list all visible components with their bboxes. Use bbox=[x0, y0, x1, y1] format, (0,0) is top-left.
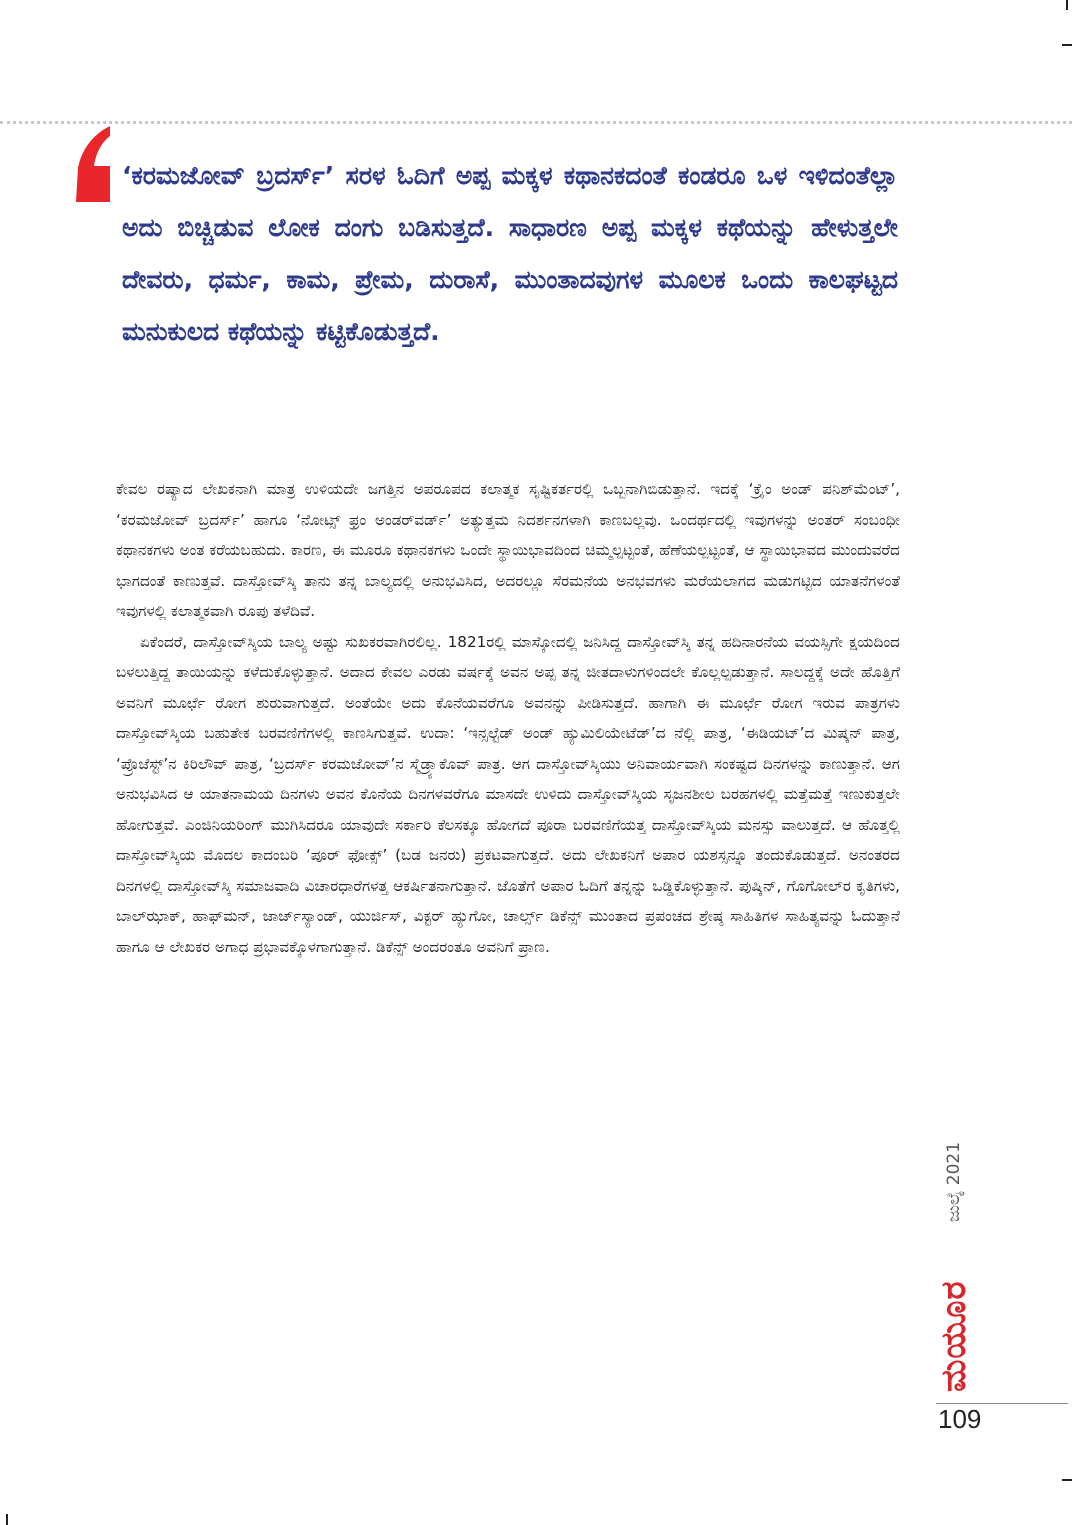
crop-mark-right-lower bbox=[1062, 1479, 1072, 1481]
issue-date: ಜುಲೈ 2021 bbox=[944, 1141, 964, 1222]
section-divider bbox=[0, 121, 1072, 124]
crop-mark-right-upper bbox=[1062, 44, 1072, 46]
crop-mark-top-right bbox=[1066, 0, 1068, 10]
crop-mark-bottom-left bbox=[6, 1514, 8, 1525]
page-number: 109 bbox=[938, 1404, 982, 1434]
magazine-logo: ಮಯೂರ bbox=[934, 1280, 974, 1392]
body-paragraph-1: ಕೇವಲ ರಷ್ಯಾದ ಲೇಖಕನಾಗಿ ಮಾತ್ರ ಉಳಿಯದೇ ಜಗತ್ತಿನ ಅಪರೂಪದ ಕಲಾತ್ಮಕ ಸೃಷ್ಟಿಕರ್ತರಲ್ಲಿ ಒಬ್ಬನಾಗಿಬಿಡುತ್ತಾನೆ. ಇದಕ್ಕೆ ‘ಕ್ರೈಂ ಅಂಡ್ ಪನಿಶ್‌ಮೆಂಟ್’, ‘ಕರಮಜೋವ್ ಬ್ರದರ್ಸ್’ ಹಾಗೂ ‘ನೋಟ್ಸ್ ಫ್ರಂ ಅಂಡರ್‌ವರ್ಡ್’ ಅತ್ಯುತ್ತಮ ನಿದರ್ಶನಗಳಾಗಿ ಕಾಣಬಲ್ಲವು. ಒಂದರ್ಥದಲ್ಲಿ ಇವುಗಳನ್ನು ಅಂತರ್ ಸಂಬಂಧೀ ಕಥಾನಕಗಳು ಅಂತ ಕರೆಯಬಹುದು. ಕಾರಣ, ಈ ಮೂರೂ ಕಥಾನಕಗಳು ಒಂದೇ ಸ್ಥಾಯಿಭಾವದಿಂದ ಚಿಮ್ಮಲ್ಪಟ್ಟಂತೆ, ಹೆಣೆಯಲ್ಪಟ್ಟಂತೆ, ಆ ಸ್ಥಾಯಿಭಾವದ ಮುಂದುವರೆದ ಭಾಗದಂತೆ ಕಾಣುತ್ತವೆ. ದಾಸ್ತೋವ್‌ಸ್ಕಿ ತಾನು ತನ್ನ ಬಾಲ್ಯದಲ್ಲಿ ಅನುಭವಿಸಿದ, ಅದರಲ್ಲೂ ಸೆರಮನೆಯ ಅನಭವಗಳು ಮರೆಯಲಾಗದ ಮಡುಗಟ್ಟಿದ ಯಾತನೆಗಳಂತೆ ಇವುಗಳಲ್ಲಿ ಕಲಾತ್ಮಕವಾಗಿ ರೂಪು ತಳೆದಿವೆ. bbox=[116, 480, 900, 620]
pull-quote: ‘ಕರಮಜೋವ್ ಬ್ರದರ್ಸ್’ ಸರಳ ಓದಿಗೆ ಅಪ್ಪ ಮಕ್ಕಳ ಕಥಾನಕದಂತೆ ಕಂಡರೂ ಒಳ ಇಳಿದಂತೆಲ್ಲಾ ಅದು ಬಿಚ್ಚಿಡುವ ಲೋಕ ದಂಗು ಬಡಿಸುತ್ತದೆ. ಸಾಧಾರಣ ಅಪ್ಪ ಮಕ್ಕಳ ಕಥೆಯನ್ನು ಹೇಳುತ್ತಲೇ ದೇವರು, ಧರ್ಮ, ಕಾಮ, ಪ್ರೇಮ, ದುರಾಸೆ, ಮುಂತಾದವುಗಳ ಮೂಲಕ ಒಂದು ಕಾಲಘಟ್ಟದ ಮನುಕುಲದ ಕಥೆಯನ್ನು ಕಟ್ಟಿಕೊಡುತ್ತದೆ. bbox=[122, 161, 898, 346]
article-body bbox=[116, 474, 900, 962]
body-paragraph-2: ಏಕೆಂದರೆ, ದಾಸ್ತೋವ್‌ಸ್ಕಿಯ ಬಾಲ್ಯ ಅಷ್ಟು ಸುಖಕರವಾಗಿರಲಿಲ್ಲ. 1821ರಲ್ಲಿ ಮಾಸ್ಕೋದಲ್ಲಿ ಜನಿಸಿದ್ದ ದಾಸ್ತೋವ್‌ಸ್ಕಿ ತನ್ನ ಹದಿನಾರನೆಯ ವಯಸ್ಸಿಗೇ ಕ್ಷಯದಿಂದ ಬಳಲುತ್ತಿದ್ದ ತಾಯಿಯನ್ನು ಕಳೆದುಕೊಳ್ಳುತ್ತಾನೆ. ಅದಾದ ಕೇವಲ ಎರಡು ವರ್ಷಕ್ಕೆ ಅವನ ಅಪ್ಪ ತನ್ನ ಜೀತದಾಳುಗಳಿಂದಲೇ ಕೊಲ್ಲಲ್ಪಡುತ್ತಾನೆ. ಸಾಲದ್ದಕ್ಕೆ ಅದೇ ಹೊತ್ತಿಗೆ ಅವನಿಗೆ ಮೂರ್ಛೆ ರೋಗ ಶುರುವಾಗುತ್ತದೆ. ಅಂತೆಯೇ ಅದು ಕೊನೆಯವರೆಗೂ ಅವನನ್ನು ಪೀಡಿಸುತ್ತದೆ. ಹಾಗಾಗಿ ಈ ಮೂರ್ಛೆ ರೋಗ ಇರುವ ಪಾತ್ರಗಳು ದಾಸ್ತೋವ್‌ಸ್ಕಿಯ ಬಹುತೇಕ ಬರವಣಿಗೆಗಳಲ್ಲಿ ಕಾಣಸಿಗುತ್ತವೆ. ಉದಾ: ‘ಇನ್ಸಲ್ಟೆಡ್ ಅಂಡ್ ಹ್ಯುಮಿಲಿಯೇಟೆಡ್’ದ ನೆಲ್ಲಿ ಪಾತ್ರ, ‘ಈಡಿಯಟ್’ದ ಮಿಷ್ಕನ್ ಪಾತ್ರ, ‘ಪ್ರೊಜೆಸ್ಟ್’ನ ಕಿರಿಲೌವ್ ಪಾತ್ರ, ‘ಬ್ರದರ್ಸ್ ಕರಮಜೋವ್’ನ ಸ್ಮೆಡ್ರ್ಯಾಕೊವ್ ಪಾತ್ರ. ಆಗ ದಾಸ್ತೋವ್‌ಸ್ಕಿಯು ಅನಿವಾರ್ಯವಾಗಿ ಸಂಕಷ್ಟದ ದಿನಗಳನ್ನು ಕಾಣುತ್ತಾನೆ. ಆಗ ಅನುಭವಿಸಿದ ಆ ಯಾತನಾಮಯ ದಿನಗಳು ಅವನ ಕೊನೆಯ ದಿನಗಳವರೆಗೂ ಮಾಸದೇ ಉಳಿದು ದಾಸ್ತೋವ್‌ಸ್ಕಿಯ ಸೃಜನಶೀಲ ಬರಹಗಳಲ್ಲಿ ಮತ್ತೆಮತ್ತೆ ಇಣುಕುತ್ತಲೇ ಹೋಗುತ್ತವೆ. ಎಂಜಿನಿಯರಿಂಗ್ ಮುಗಿಸಿದರೂ ಯಾವುದೇ ಸರ್ಕಾರಿ ಕೆಲಸಕ್ಕೂ ಹೋಗದೆ ಪೂರಾ ಬರವಣಿಗೆಯತ್ತ ದಾಸ್ತೋವ್‌ಸ್ಕಿಯ ಮನಸ್ಸು ವಾಲುತ್ತದೆ. ಆ ಹೊತ್ತಲ್ಲಿ ದಾಸ್ತೋವ್‌ಸ್ಕಿಯ ಮೊದಲ ಕಾದಂಬರಿ ‘ಪೂರ್ ಫೋಕ್ಸ್’ (ಬಡ ಜನರು) ಪ್ರಕಟವಾಗುತ್ತದೆ. ಅದು ಲೇಖಕನಿಗೆ ಅಪಾರ ಯಶಸ್ಸನ್ನೂ ತಂದುಕೊಡುತ್ತದೆ. ಅನಂತರದ ದಿನಗಳಲ್ಲಿ ದಾಸ್ತೋವ್‌ಸ್ಕಿ ಸಮಾಜವಾದಿ ವಿಚಾರಧಾರೆಗಳತ್ತ ಆಕರ್ಷಿತನಾಗುತ್ತಾನೆ. ಜೊತೆಗೆ ಅಪಾರ ಓದಿಗೆ ತನ್ನನ್ನು ಒಡ್ಡಿಕೊಳ್ಳುತ್ತಾನೆ. ಪುಷ್ಕಿನ್, ಗೊಗೋಲ್‌ರ ಕೃತಿಗಳು, ಬಾಲ್‌ಝಾಕ್, ಹಾಫ್‌ಮನ್, ಜಾರ್ಜ್‌ಸ್ಯಾಂಡ್, ಯುರ್ಜಿಸ್, ವಿಕ್ಟರ್ ಹ್ಯುಗೋ, ಚಾರ್ಲ್ಸ್ ಡಿಕೆನ್ಸ್ ಮುಂತಾದ ಪ್ರಪಂಚದ ಶ್ರೇಷ್ಠ ಸಾಹಿತಿಗಳ ಸಾಹಿತ್ಯವನ್ನು ಓದುತ್ತಾನೆ ಹಾಗೂ ಆ ಲೇಖಕರ ಅಗಾಧ ಪ್ರಭಾವಕ್ಕೊಳಗಾಗುತ್ತಾನೆ. ಡಿಕೆನ್ಸ್ ಅಂದರಂತೂ ಅವನಿಗೆ ಪ್ರಾಣ. bbox=[116, 632, 900, 956]
open-quote-icon bbox=[72, 124, 112, 204]
